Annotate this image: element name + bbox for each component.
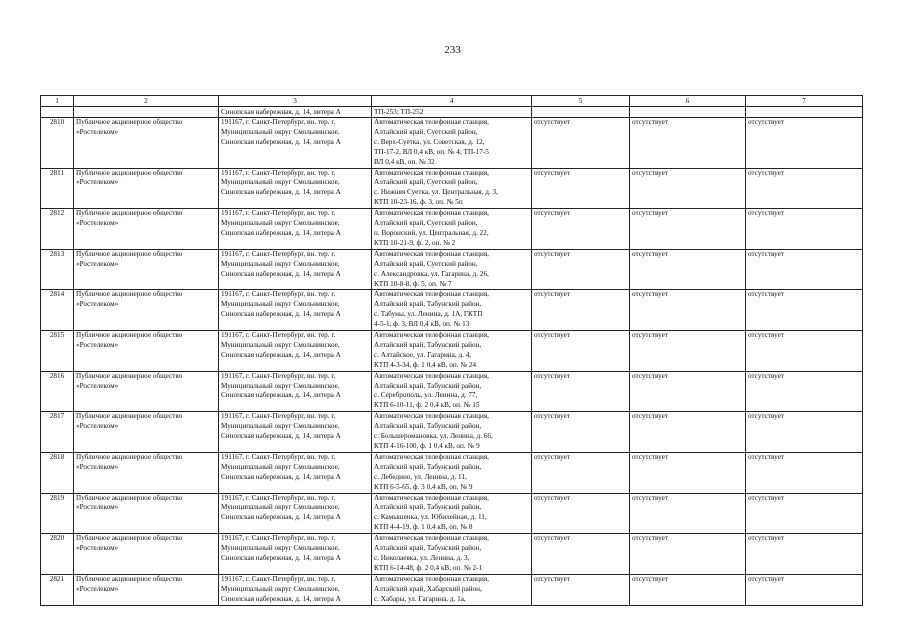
object-description-line: Автоматическая телефонная станция,	[374, 209, 489, 218]
object-description-line: Автоматическая телефонная станция,	[374, 118, 489, 126]
owner-name-line: Публичное акционерное общество	[76, 574, 183, 583]
owner-address	[219, 118, 372, 169]
object-description	[372, 493, 532, 534]
owner-address-line: Синопская набережная, д. 14, литера А	[221, 310, 341, 319]
owner-address-line: Муниципальный округ Смольнинское,	[221, 127, 340, 136]
owner-name-line: Публичное акционерное общество	[76, 209, 183, 218]
owner-address-line: Муниципальный округ Смольнинское,	[221, 219, 340, 228]
owner-address-line: Муниципальный округ Смольнинское,	[221, 462, 340, 471]
owner-address-line: Синопская набережная, д. 14, литера А	[221, 188, 341, 197]
object-description-line: с. Табуны, ул. Ленина, д. 1А, ГКТП	[374, 310, 483, 319]
column-6-value: отсутствует	[630, 209, 746, 250]
owner-name-line: Публичное акционерное общество	[76, 534, 183, 543]
owner-name-line: Публичное акционерное общество	[76, 412, 183, 421]
owner-address-line: Синопская набережная, д. 14, литера А	[221, 350, 341, 359]
owner-address-line: Муниципальный округ Смольнинское,	[221, 340, 340, 349]
owner-name-line: «Ростелеком»	[76, 259, 119, 268]
column-5-value: отсутствует	[532, 574, 630, 605]
owner-address	[219, 168, 372, 209]
continuation-object: ТП-253; ТП-252	[372, 107, 532, 118]
object-description-line: Автоматическая телефонная станция,	[374, 290, 489, 299]
owner-name-line: «Ростелеком»	[76, 584, 119, 593]
owner-address-line: 191167, г. Санкт-Петербург, вн. тер. г.	[221, 371, 336, 380]
column-6-value: отсутствует	[630, 452, 746, 493]
object-description-line: Алтайский край, Табунский район,	[374, 422, 482, 431]
object-description-line: Алтайский край, Табунский район,	[374, 544, 482, 553]
owner-address-line: 191167, г. Санкт-Петербург, вн. тер. г.	[221, 493, 336, 502]
object-description-line: Автоматическая телефонная станция,	[374, 331, 489, 340]
row-number: 2816	[41, 371, 74, 412]
object-description-line: КТП 10-8-8, ф. 5, оп. № 7	[374, 279, 452, 288]
table-row	[41, 209, 863, 250]
column-5-value: отсутствует	[532, 412, 630, 453]
owner-name	[74, 249, 219, 290]
owner-address	[219, 534, 372, 575]
owner-address-line: Муниципальный округ Смольнинское,	[221, 544, 340, 553]
object-description	[372, 249, 532, 290]
owner-address-line: Муниципальный округ Смольнинское,	[221, 584, 340, 593]
table-row	[41, 290, 863, 331]
continuation-row	[41, 107, 863, 118]
owner-address-line: Синопская набережная, д. 14, литера А	[221, 228, 341, 237]
owner-name	[74, 168, 219, 209]
object-description-line: 4-5-1, ф. 3, ВЛ 0,4 кВ, оп. № 13	[374, 320, 470, 329]
column-5-value: отсутствует	[532, 331, 630, 372]
owner-name	[74, 290, 219, 331]
object-description	[372, 209, 532, 250]
col-header-2: 2	[74, 96, 219, 107]
object-description-line: Алтайский край, Суетский район,	[374, 219, 478, 228]
object-description	[372, 331, 532, 372]
object-description-line: с. Николаевка, ул. Ленина, д. 3,	[374, 553, 470, 562]
column-5-value: отсутствует	[532, 290, 630, 331]
object-description-line: Автоматическая телефонная станция,	[374, 412, 489, 421]
object-description	[372, 290, 532, 331]
table-row	[41, 118, 863, 169]
table-row	[41, 493, 863, 534]
owner-name	[74, 371, 219, 412]
column-6-value: отсутствует	[630, 534, 746, 575]
object-description	[372, 168, 532, 209]
owner-name-line: «Ростелеком»	[76, 340, 119, 349]
owner-name	[74, 209, 219, 250]
owner-name-line: Публичное акционерное общество	[76, 452, 183, 461]
object-description-line: Автоматическая телефонная станция,	[374, 249, 489, 258]
owner-address	[219, 331, 372, 372]
owner-address-line: Синопская набережная, д. 14, литера А	[221, 137, 341, 146]
object-description-line: Автоматическая телефонная станция,	[374, 493, 489, 502]
object-description	[372, 118, 532, 169]
object-description-line: КТП 10-21-9, ф. 2, оп. № 2	[374, 238, 456, 247]
object-description-line: Алтайский край, Хабарский район,	[374, 584, 482, 593]
owner-address	[219, 371, 372, 412]
column-6-value: отсутствует	[630, 331, 746, 372]
owner-address-line: 191167, г. Санкт-Петербург, вн. тер. г.	[221, 290, 336, 299]
column-6-value: отсутствует	[630, 290, 746, 331]
object-description-line: с. Хабары, ул. Гагарина, д. 1а,	[374, 594, 466, 603]
column-5-value: отсутствует	[532, 209, 630, 250]
owner-address-line: Синопская набережная, д. 14, литера А	[221, 432, 341, 441]
continuation-address: Синопская набережная, д. 14, литера А	[219, 107, 372, 118]
owner-name	[74, 452, 219, 493]
owner-name-line: «Ростелеком»	[76, 178, 119, 187]
table-row	[41, 249, 863, 290]
registry-table	[40, 95, 863, 606]
column-5-value: отсутствует	[532, 249, 630, 290]
object-description-line: Автоматическая телефонная станция,	[374, 371, 489, 380]
object-description-line: с. Верх-Суетка, ул. Советская, д. 12,	[374, 137, 485, 146]
object-description	[372, 534, 532, 575]
object-description-line: КТП 6-14-48, ф. 2 0,4 кВ, оп. № 2-1	[374, 563, 483, 572]
object-description-line: КТП 6-10-11, ф. 2 0,4 кВ, оп. № 15	[374, 401, 480, 410]
column-5-value: отсутствует	[532, 118, 630, 169]
object-description-line: Автоматическая телефонная станция,	[374, 168, 489, 177]
owner-name	[74, 534, 219, 575]
owner-address	[219, 452, 372, 493]
table-row	[41, 331, 863, 372]
object-description-line: КТП 4-16-100, ф. 1 0,4 кВ, оп. № 9	[374, 442, 480, 450]
column-6-value: отсутствует	[630, 168, 746, 209]
column-6-value: отсутствует	[630, 371, 746, 412]
owner-address-line: Синопская набережная, д. 14, литера А	[221, 472, 341, 481]
object-description	[372, 574, 532, 605]
object-description-line: ТП-17-2, ВЛ 0,4 кВ, оп. № 4; ТП-17-5	[374, 147, 489, 156]
object-description-line: КТП 4-4-19, ф. 1 0,4 кВ, оп. № 8	[374, 523, 473, 532]
owner-address-line: 191167, г. Санкт-Петербург, вн. тер. г.	[221, 534, 336, 543]
object-description-line: Алтайский край, Суетский район,	[374, 127, 478, 136]
row-number: 2821	[41, 574, 74, 605]
row-number: 2819	[41, 493, 74, 534]
owner-address-line: Муниципальный округ Смольнинское,	[221, 422, 340, 431]
col-header-6: 6	[630, 96, 746, 107]
column-5-value: отсутствует	[532, 168, 630, 209]
owner-address-line: 191167, г. Санкт-Петербург, вн. тер. г.	[221, 331, 336, 340]
column-7-value: отсутствует	[746, 118, 863, 169]
owner-address-line: 191167, г. Санкт-Петербург, вн. тер. г.	[221, 209, 336, 218]
owner-name-line: «Ростелеком»	[76, 503, 119, 512]
owner-address-line: Синопская набережная, д. 14, литера А	[221, 513, 341, 522]
owner-name	[74, 493, 219, 534]
column-7-value: отсутствует	[746, 209, 863, 250]
col-header-1: 1	[41, 96, 74, 107]
column-7-value: отсутствует	[746, 493, 863, 534]
owner-name-line: «Ростелеком»	[76, 422, 119, 431]
column-6-value: отсутствует	[630, 249, 746, 290]
col-header-3: 3	[219, 96, 372, 107]
row-number: 2812	[41, 209, 74, 250]
column-7-value: отсутствует	[746, 412, 863, 453]
owner-address-line: 191167, г. Санкт-Петербург, вн. тер. г.	[221, 168, 336, 177]
owner-name-line: «Ростелеком»	[76, 300, 119, 309]
object-description-line: с. Большеромановка, ул. Ленина, д. 66,	[374, 432, 493, 441]
column-7-value: отсутствует	[746, 249, 863, 290]
row-number: 2813	[41, 249, 74, 290]
column-5-value: отсутствует	[532, 493, 630, 534]
column-7-value: отсутствует	[746, 534, 863, 575]
object-description-line: ВЛ 0,4 кВ, оп. № 32	[374, 157, 435, 166]
object-description-line: Автоматическая телефонная станция,	[374, 452, 489, 461]
object-description-line: с. Лебедино, ул. Ленина, д. 11,	[374, 472, 467, 481]
owner-name	[74, 331, 219, 372]
column-7-value: отсутствует	[746, 168, 863, 209]
object-description-line: Алтайский край, Табунский район,	[374, 340, 482, 349]
object-description-line: КТП 6-5-65, ф. 3 0,4 кВ, оп. № 9	[374, 482, 473, 491]
object-description-line: КТП 4-3-34, ф. 1 0,4 кВ, оп. № 24	[374, 360, 477, 369]
owner-address-line: 191167, г. Санкт-Петербург, вн. тер. г.	[221, 574, 336, 583]
column-5-value: отсутствует	[532, 371, 630, 412]
column-6-value: отсутствует	[630, 574, 746, 605]
owner-name	[74, 118, 219, 169]
owner-name-line: «Ростелеком»	[76, 462, 119, 471]
object-description-line: Алтайский край, Табунский район,	[374, 300, 482, 309]
column-7-value: отсутствует	[746, 290, 863, 331]
owner-name-line: Публичное акционерное общество	[76, 493, 183, 502]
header-row	[41, 96, 863, 107]
owner-address-line: Муниципальный округ Смольнинское,	[221, 178, 340, 187]
object-description	[372, 371, 532, 412]
owner-address	[219, 249, 372, 290]
col-header-4: 4	[372, 96, 532, 107]
object-description-line: с. Камышенка, ул. Юбилейная, д. 11,	[374, 513, 487, 522]
owner-name-line: Публичное акционерное общество	[76, 249, 183, 258]
row-number: 2817	[41, 412, 74, 453]
owner-name-line: «Ростелеком»	[76, 381, 119, 390]
column-6-value: отсутствует	[630, 493, 746, 534]
object-description-line: Автоматическая телефонная станция,	[374, 534, 489, 543]
object-description	[372, 452, 532, 493]
column-5-value: отсутствует	[532, 452, 630, 493]
owner-address	[219, 290, 372, 331]
owner-address-line: Муниципальный округ Смольнинское,	[221, 381, 340, 390]
object-description-line: п. Воронский, ул. Центральная, д. 22,	[374, 228, 489, 237]
table-row	[41, 412, 863, 453]
owner-address-line: Синопская набережная, д. 14, литера А	[221, 594, 341, 603]
page-number: 233	[444, 44, 461, 56]
owner-address-line: Синопская набережная, д. 14, литера А	[221, 269, 341, 278]
owner-name-line: Публичное акционерное общество	[76, 168, 183, 177]
owner-name-line: Публичное акционерное общество	[76, 290, 183, 299]
row-number: 2811	[41, 168, 74, 209]
owner-address-line: 191167, г. Санкт-Петербург, вн. тер. г.	[221, 249, 336, 258]
row-number: 2818	[41, 452, 74, 493]
table-row	[41, 534, 863, 575]
owner-address	[219, 574, 372, 605]
table-row	[41, 574, 863, 605]
row-number: 2814	[41, 290, 74, 331]
object-description-line: КТП 10-23-16, ф. 3, оп. № 5п	[374, 198, 463, 207]
row-number: 2815	[41, 331, 74, 372]
owner-name	[74, 574, 219, 605]
object-description-line: с. Алтайское, ул. Гагарина, д. 4,	[374, 350, 472, 359]
col-header-5: 5	[532, 96, 630, 107]
owner-address	[219, 209, 372, 250]
object-description-line: Алтайский край, Табунский район,	[374, 503, 482, 512]
owner-name	[74, 412, 219, 453]
table-row	[41, 452, 863, 493]
owner-address-line: Муниципальный округ Смольнинское,	[221, 300, 340, 309]
table-row	[41, 371, 863, 412]
column-6-value: отсутствует	[630, 412, 746, 453]
owner-address-line: Синопская набережная, д. 14, литера А	[221, 553, 341, 562]
object-description-line: с. Нижняя Суетка, ул. Центральная, д. 3,	[374, 188, 498, 197]
column-6-value: отсутствует	[630, 118, 746, 169]
object-description-line: Алтайский край, Суетский район,	[374, 259, 478, 268]
row-number: 2820	[41, 534, 74, 575]
object-description-line: с. Александровка, ул. Гагарина, д. 26,	[374, 269, 489, 278]
column-7-value: отсутствует	[746, 371, 863, 412]
owner-name-line: Публичное акционерное общество	[76, 331, 183, 340]
owner-name-line: «Ростелеком»	[76, 219, 119, 228]
owner-name-line: Публичное акционерное общество	[76, 118, 183, 126]
owner-address-line: 191167, г. Санкт-Петербург, вн. тер. г.	[221, 412, 336, 421]
owner-address-line: Синопская набережная, д. 14, литера А	[221, 391, 341, 400]
owner-name-line: «Ростелеком»	[76, 127, 119, 136]
col-header-7: 7	[746, 96, 863, 107]
owner-address	[219, 493, 372, 534]
owner-address	[219, 412, 372, 453]
owner-name-line: Публичное акционерное общество	[76, 371, 183, 380]
owner-address-line: Муниципальный округ Смольнинское,	[221, 503, 340, 512]
column-5-value: отсутствует	[532, 534, 630, 575]
owner-address-line: 191167, г. Санкт-Петербург, вн. тер. г.	[221, 118, 336, 126]
object-description-line: Алтайский край, Табунский район,	[374, 381, 482, 390]
object-description-line: Алтайский край, Суетский район,	[374, 178, 478, 187]
table-row	[41, 168, 863, 209]
object-description-line: Автоматическая телефонная станция,	[374, 574, 489, 583]
owner-address-line: Муниципальный округ Смольнинское,	[221, 259, 340, 268]
column-7-value: отсутствует	[746, 331, 863, 372]
object-description-line: Алтайский край, Табунский район,	[374, 462, 482, 471]
column-7-value: отсутствует	[746, 452, 863, 493]
owner-address-line: 191167, г. Санкт-Петербург, вн. тер. г.	[221, 452, 336, 461]
object-description	[372, 412, 532, 453]
row-number: 2810	[41, 118, 74, 169]
object-description-line: с. Сереброполь, ул. Ленина, д. 77,	[374, 391, 478, 400]
column-7-value: отсутствует	[746, 574, 863, 605]
owner-name-line: «Ростелеком»	[76, 544, 119, 553]
